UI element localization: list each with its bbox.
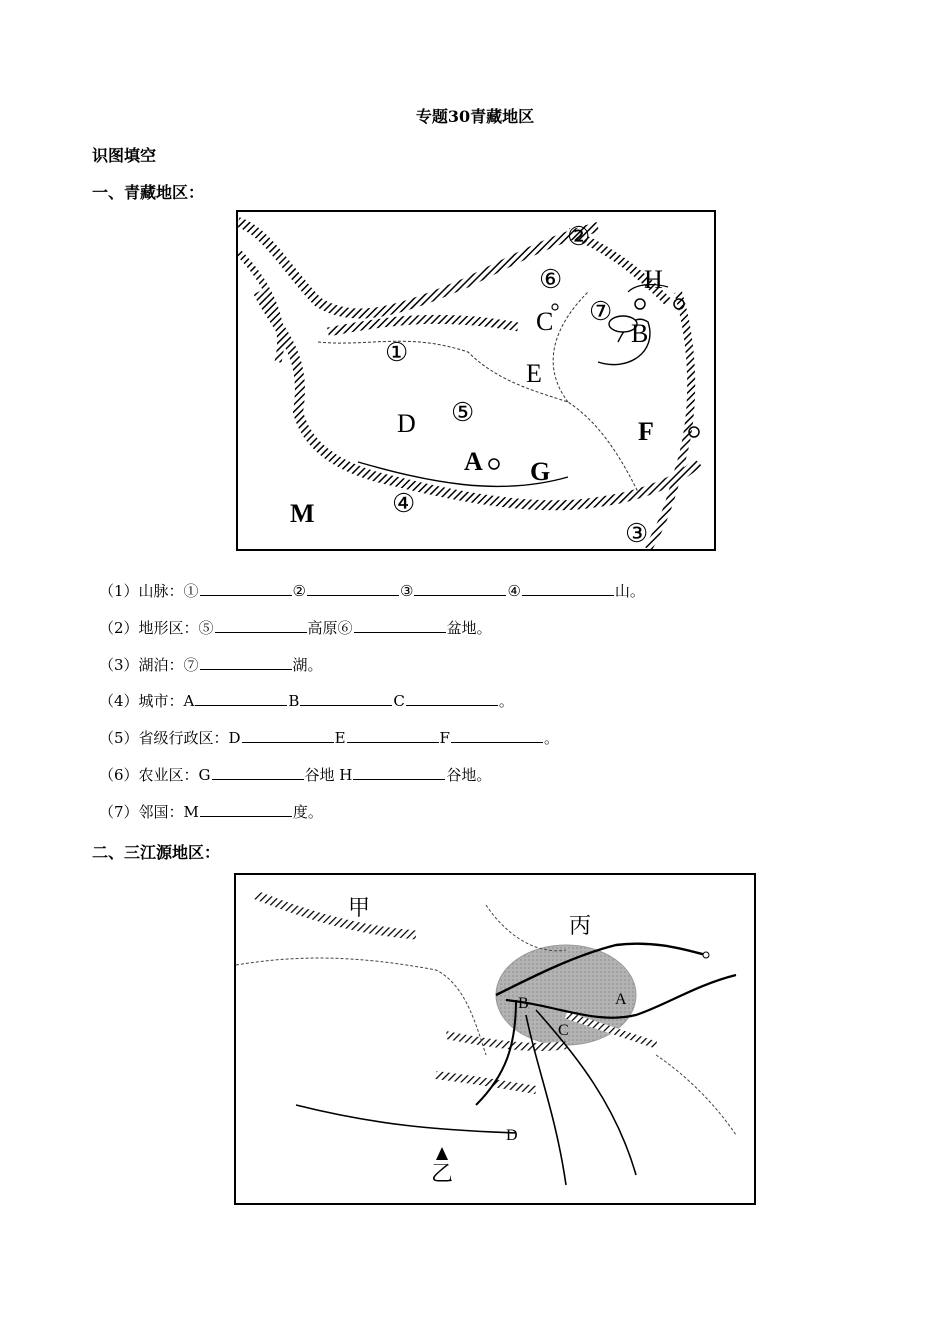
- answer-blank[interactable]: [414, 581, 506, 596]
- map2-label-jia: 甲: [348, 895, 371, 920]
- answer-blank[interactable]: [200, 802, 292, 817]
- map1-label-n1: ①: [385, 338, 409, 367]
- map1-label-A: A: [464, 447, 483, 476]
- map2-label-C: C: [558, 1022, 569, 1039]
- question-7: （7）邻国：M 度。: [99, 803, 323, 821]
- question-3: （3）湖泊：⑦ 湖。: [99, 656, 323, 674]
- answer-blank[interactable]: [212, 765, 304, 780]
- map2-label-A: A: [615, 991, 627, 1008]
- answer-blank[interactable]: [451, 728, 543, 743]
- map-sanjiangyuan: [234, 873, 756, 1205]
- answer-blank[interactable]: [353, 765, 445, 780]
- question-4: （4）城市：A B C 。: [99, 692, 514, 710]
- section-heading-2: 二、三江源地区：: [92, 843, 221, 862]
- question-1: （1）山脉：① ② ③ ④ 山。: [99, 582, 645, 600]
- map1-label-G: G: [530, 457, 551, 486]
- map1-label-n5: ⑤: [451, 398, 475, 427]
- answer-blank[interactable]: [195, 691, 287, 706]
- map1-label-n3: ③: [625, 519, 649, 548]
- map1-label-n2: ②: [567, 222, 591, 251]
- map1-label-M: M: [290, 499, 315, 528]
- question-6: （6）农业区：G 谷地 H 谷地。: [99, 766, 492, 784]
- map2-label-B: B: [518, 995, 529, 1012]
- map2-label-bing: 丙: [569, 913, 592, 938]
- map1-label-F: F: [638, 417, 654, 446]
- answer-blank[interactable]: [307, 581, 399, 596]
- answer-blank[interactable]: [522, 581, 614, 596]
- map-qinghai-tibet: [236, 210, 716, 551]
- answer-blank[interactable]: [200, 581, 292, 596]
- answer-blank[interactable]: [215, 618, 307, 633]
- answer-blank[interactable]: [242, 728, 334, 743]
- answer-blank[interactable]: [200, 655, 292, 670]
- map1-label-n7: ⑦: [589, 297, 613, 326]
- map1-label-n4: ④: [392, 489, 416, 518]
- section-intro: 识图填空: [92, 146, 157, 165]
- page-title: 专题30青藏地区: [415, 107, 535, 126]
- map1-label-H: H: [644, 265, 663, 294]
- map1-label-B: B: [631, 319, 649, 348]
- map1-label-n6: ⑥: [539, 265, 563, 294]
- section-heading-1: 一、青藏地区：: [92, 183, 205, 202]
- answer-blank[interactable]: [347, 728, 439, 743]
- map1-label-E: E: [526, 359, 542, 388]
- map2-label-yi: 乙: [431, 1161, 454, 1186]
- map2-label-D: D: [506, 1127, 518, 1144]
- question-2: （2）地形区：⑤ 高原⑥ 盆地。: [99, 619, 492, 637]
- answer-blank[interactable]: [406, 691, 498, 706]
- question-5: （5）省级行政区：D E F 。: [99, 729, 559, 747]
- answer-blank[interactable]: [354, 618, 446, 633]
- map1-label-D: D: [397, 409, 416, 438]
- map1-label-C: C: [536, 307, 554, 336]
- answer-blank[interactable]: [300, 691, 392, 706]
